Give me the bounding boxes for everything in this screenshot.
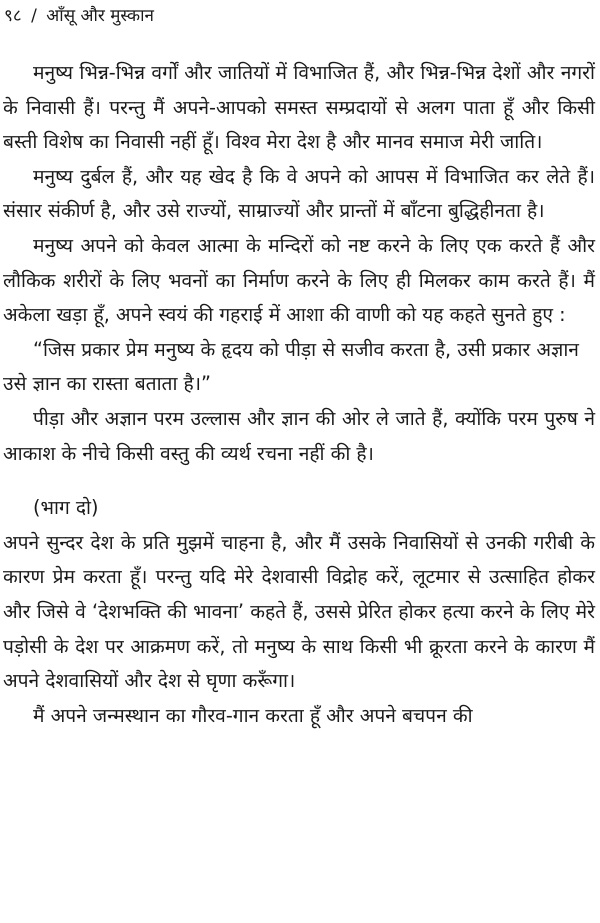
- book-title: आँसू और मुस्कान: [46, 6, 154, 26]
- quotation-paragraph: “जिस प्रकार प्रेम मनुष्य के हृदय को पीड़ा से सजीव करता है, उसी प्रकार अज्ञान उसे ज्ञान का रास्ता बताता है।”: [3, 337, 579, 396]
- paragraph: मनुष्य अपने को केवल आत्मा के मन्दिरों को नष्ट करने के लिए एक करते हैं और लौकिक शरीरों के लिए भवनों का निर्माण करने के लिए ही मिलकर काम करते हैं। मैं अकेला खड़ा हूँ, अपने स्वयं की गहराई में आशा की वाणी को यह कहते सुनते हुए :: [3, 233, 595, 327]
- paragraph: मनुष्य दुर्बल हैं, और यह खेद है कि वे अपने को आपस में विभाजित कर लेते हैं। संसार संकीर्ण है, और उसे राज्यों, साम्राज्यों और प्रान्तों में बाँटना बुद्धिहीनता है।: [3, 164, 595, 223]
- section-gap: [3, 471, 595, 491]
- section-heading: (भाग दो): [33, 496, 99, 520]
- paragraph: अपने सुन्दर देश के प्रति मुझमें चाहना है, और मैं उसके निवासियों से उनकी गरीबी के कारण प्रेम करता हूँ। परन्तु यदि मेरे देशवासी विद्रोह करें, लूटमार से उत्साहित होकर और जिसे वे ‘देशभक्ति की भावना’ कहते हैं, उससे प्रेरित होकर हत्या करने के लिए मेरे पड़ोसी के देश पर आक्रमण करें, तो मनुष्य के साथ किसी भी क्रूरता करने के कारण मैं अपने देशवासियों और देश से घृणा करूँगा।: [3, 530, 595, 693]
- paragraph: मनुष्य भिन्न-भिन्न वर्गों और जातियों में विभाजित हैं, और भिन्न-भिन्न देशों और नगरों के निवासी हैं। परन्तु मैं अपने-आपको समस्त सम्प्रदायों से अलग पाता हूँ और किसी बस्ती विशेष का निवासी नहीं हूँ। विश्व मेरा देश है और मानव समाज मेरी जाति।: [3, 61, 595, 154]
- running-head: [4, 4, 158, 28]
- running-head-separator: /: [31, 6, 37, 26]
- page-number: ९८: [4, 6, 22, 26]
- paragraph: मैं अपने जन्मस्थान का गौरव-गान करता हूँ और अपने बचपन की: [33, 703, 473, 727]
- paragraph: पीड़ा और अज्ञान परम उल्लास और ज्ञान की ओर ले जाते हैं, क्योंकि परम पुरुष ने आकाश के नीचे किसी वस्तु की व्यर्थ रचना नहीं की है।: [3, 406, 595, 465]
- body-text: [3, 56, 595, 733]
